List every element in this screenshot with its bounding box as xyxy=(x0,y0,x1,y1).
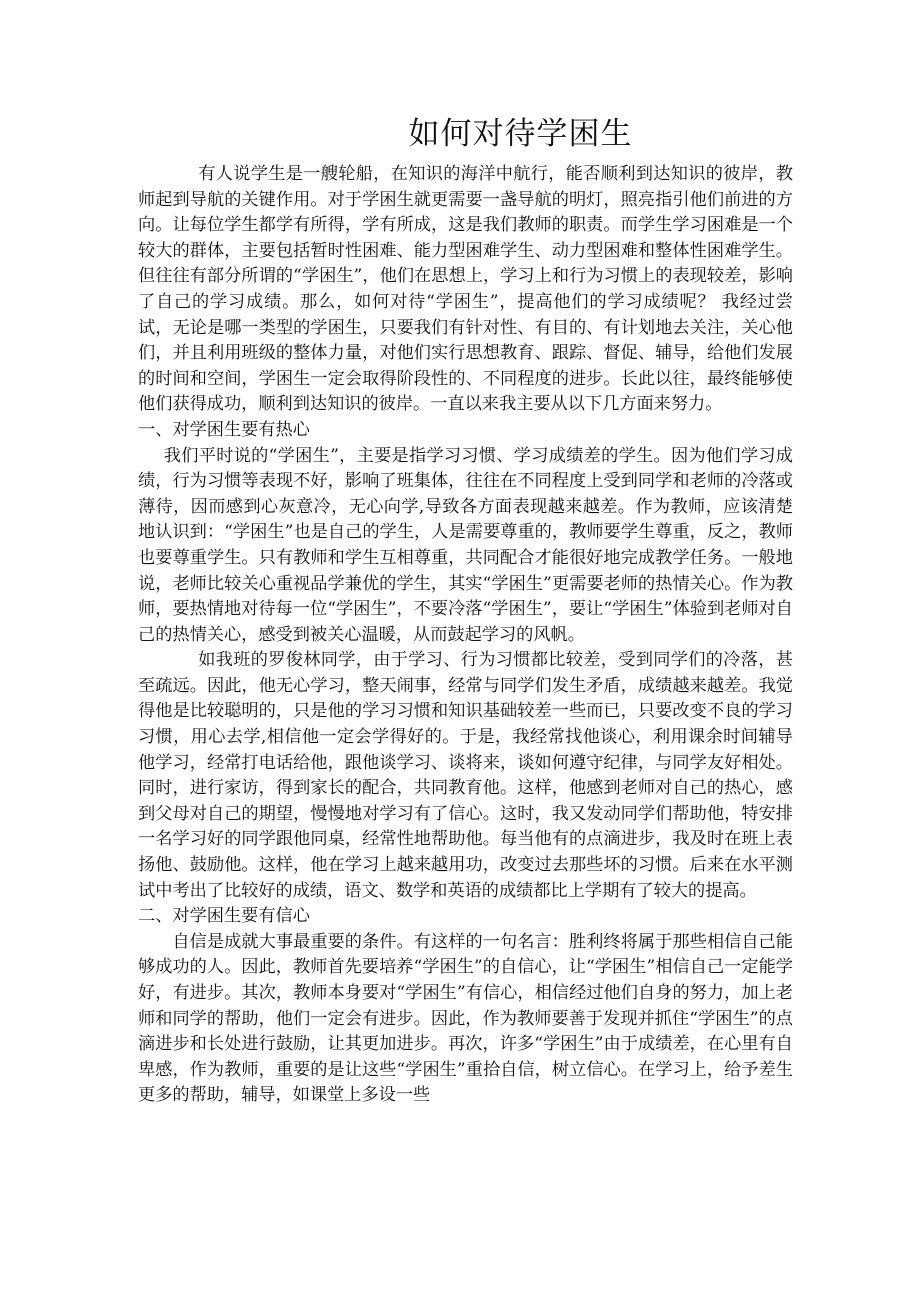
document-title: 如何对待学困生 xyxy=(408,116,633,152)
section1-paragraph-2: 如我班的罗俊林同学，由于学习、行为习惯都比较差，受到同学们的冷落，甚至疏远。因此，他无心学习，整天闹事，经常与同学们发生矛盾，成绩越来越差。我觉得他是比较聪明的，只是他的学习习惯和知识基础较差一些而已，只要改变不良的学习习惯，用心去学,相信他一定会学得好的。于是，我经常找他谈心，利用课余时间辅导他学习，经常打电话给他，跟他谈学习、谈将来，谈如何遵守纪律，与同学友好相处。同时，进行家访，得到家长的配合，共同教育他。这样，他感到老师对自己的热心，感到父母对自己的期望，慢慢地对学习有了信心。这时，我又发动同学们帮助他，特安排一名学习好的同学跟他同桌，经常性地帮助他。每当他有的点滴进步，我及时在班上表扬他、鼓励他。这样，他在学习上越来越用功，改变过去那些坏的习惯。后来在水平测试中考出了比较好的成绩，语文、数学和英语的成绩都比上学期有了较大的提高。 xyxy=(138,650,793,901)
document-page xyxy=(138,112,793,1109)
intro-paragraph: 有人说学生是一艘轮船，在知识的海洋中航行，能否顺利到达知识的彼岸，教师起到导航的关键作用。对于学困生就更需要一盏导航的明灯，照亮指引他们前进的方向。让每位学生都学有所得，学有所成，这是我们教师的职责。而学生学习困难是一个较大的群体，主要包括暂时性困难、能力型困难学生、动力型困难和整体性困难学生。但往往有部分所谓的“学困生”，他们在思想上，学习上和行为习惯上的表现较差，影响了自己的学习成绩。那么，如何对待“学困生”，提高他们的学习成绩呢？ 我经过尝试，无论是哪一类型的学困生，只要我们有针对性、有目的、有计划地去关注，关心他们，并且利用班级的整体力量，对他们实行思想教育、跟踪、督促、辅导，给他们发展的时间和空间，学困生一定会取得阶段性的、不同程度的进步。长此以往，最终能够使他们获得成功，顺利到达知识的彼岸。一直以来我主要从以下几方面来努力。 xyxy=(138,164,793,415)
section2-paragraph-1: 自信是成就大事最重要的条件。有这样的一句名言：胜利终将属于那些相信自己能够成功的人。因此，教师首先要培养“学困生”的自信心，让“学困生”相信自己一定能学好，有进步。其次，教师本身要对“学困生”有信心，相信经过他们自身的努力，加上老师和同学的帮助，他们一定会有进步。因此，作为教师要善于发现并抓住“学困生”的点滴进步和长处进行鼓励，让其更加进步。再次，许多“学困生”由于成绩差，在心里有自卑感，作为教师，重要的是让这些“学困生”重拾自信，树立信心。在学习上，给予差生更多的帮助，辅导，如课堂上多设一些 xyxy=(138,931,793,1106)
section1-heading: 一、对学困生要有热心 xyxy=(138,419,310,440)
section1-paragraph-1: 我们平时说的“学困生”，主要是指学习习惯、学习成绩差的学生。因为他们学习成绩，行为习惯等表现不好，影响了班集体，往往在不同程度上受到同学和老师的冷落或薄待，因而感到心灰意冷，无心向学,导致各方面表现越来越差。作为教师，应该清楚地认识到：“学困生”也是自己的学生，人是需要尊重的，教师要学生尊重，反之，教师也要尊重学生。只有教师和学生互相尊重，共同配合才能很好地完成教学任务。一般地说，老师比较关心重视品学兼优的学生，其实“学困生”更需要老师的热情关心。作为教师，要热情地对待每一位“学困生”，不要冷落“学困生”，要让“学困生”体验到老师对自己的热情关心，感受到被关心温暖，从而鼓起学习的风帆。 xyxy=(138,445,793,645)
section2-heading: 二、对学困生要有信心 xyxy=(138,906,310,927)
